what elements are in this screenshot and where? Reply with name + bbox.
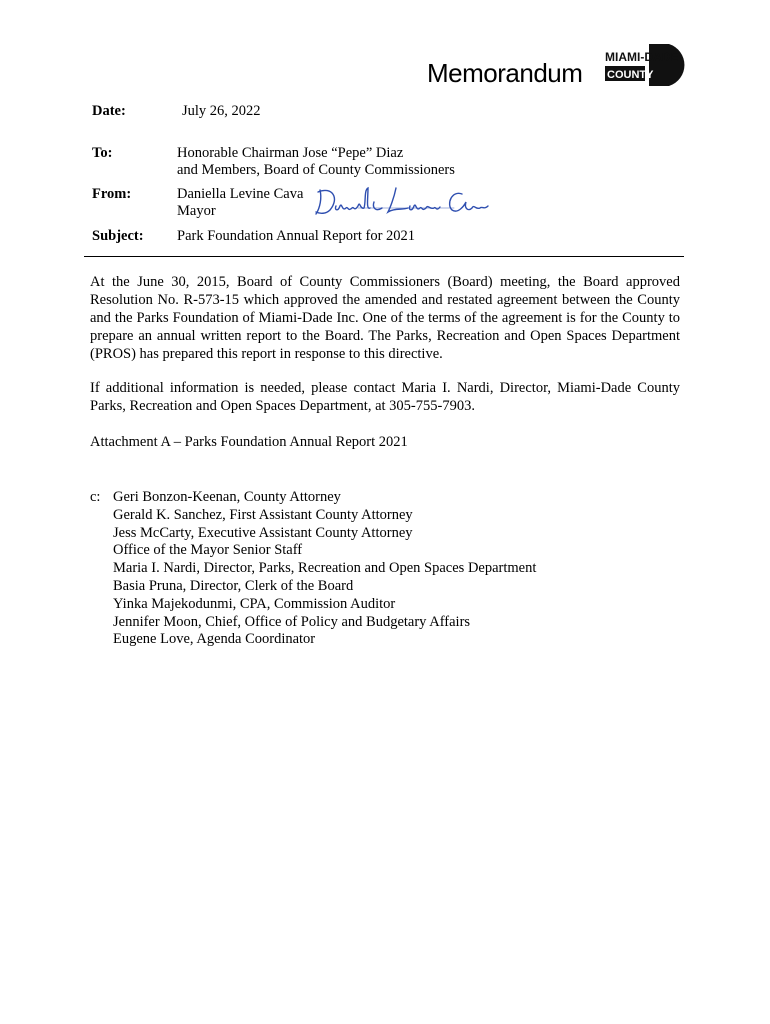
to-line2: and Members, Board of County Commissioners xyxy=(177,162,455,178)
date-value: July 26, 2022 xyxy=(182,103,261,119)
memo-header xyxy=(0,0,770,100)
miami-dade-county-logo xyxy=(603,42,691,88)
cc-recipient: Geri Bonzon-Keenan, County Attorney xyxy=(113,489,341,505)
from-label: From: xyxy=(92,186,132,202)
cc-recipient: Office of the Mayor Senior Staff xyxy=(113,542,303,559)
logo-text-line1: MIAMI-DADE xyxy=(605,50,679,64)
cc-recipient: Jess McCarty, Executive Assistant County Attorney xyxy=(113,524,413,541)
cc-recipient: Jennifer Moon, Chief, Office of Policy and Budgetary Affairs xyxy=(113,613,471,630)
cc-recipient: Yinka Majekodunmi, CPA, Commission Auditor xyxy=(113,595,396,612)
cc-recipient: Gerald K. Sanchez, First Assistant County Attorney xyxy=(113,506,413,523)
cc-list xyxy=(113,488,536,648)
logo-text-line2: COUNTY xyxy=(607,69,654,81)
cc-recipient: Maria I. Nardi, Director, Parks, Recreation and Open Spaces Department xyxy=(113,560,537,577)
from-line1: Daniella Levine Cava xyxy=(177,186,304,202)
body-paragraph-1: At the June 30, 2015, Board of County Commissioners (Board) meeting, the Board approved Resolution No. R-573-15 which approved the amended and restated agreement between the County and the Parks Foundation of Miami-Dade Inc. One of the terms of the agreement is for the County to prepare an annual written report to the Board. The Parks, Recreation and Open Spaces Department (PROS) has prepared this report in response to this directive. xyxy=(90,273,680,362)
subject-label: Subject: xyxy=(92,228,144,244)
memo-title: Memorandum xyxy=(427,58,583,88)
date-label: Date: xyxy=(92,103,126,119)
cc-prefix: c: xyxy=(90,489,101,505)
mayor-signature xyxy=(312,180,492,222)
attachment-line: Attachment A – Parks Foundation Annual Report 2021 xyxy=(90,433,408,450)
cc-recipient: Eugene Love, Agenda Coordinator xyxy=(113,631,316,648)
subject-value: Park Foundation Annual Report for 2021 xyxy=(177,228,416,244)
header-divider xyxy=(84,256,684,257)
cc-recipient: Basia Pruna, Director, Clerk of the Board xyxy=(113,577,354,594)
to-line1: Honorable Chairman Jose “Pepe” Diaz xyxy=(177,145,404,161)
body-paragraph-2: If additional information is needed, please contact Maria I. Nardi, Director, Miami-Dade County Parks, Recreation and Open Spaces Department, at 305-755-7903. xyxy=(90,379,680,414)
from-line2: Mayor xyxy=(177,203,216,219)
to-label: To: xyxy=(92,145,113,161)
